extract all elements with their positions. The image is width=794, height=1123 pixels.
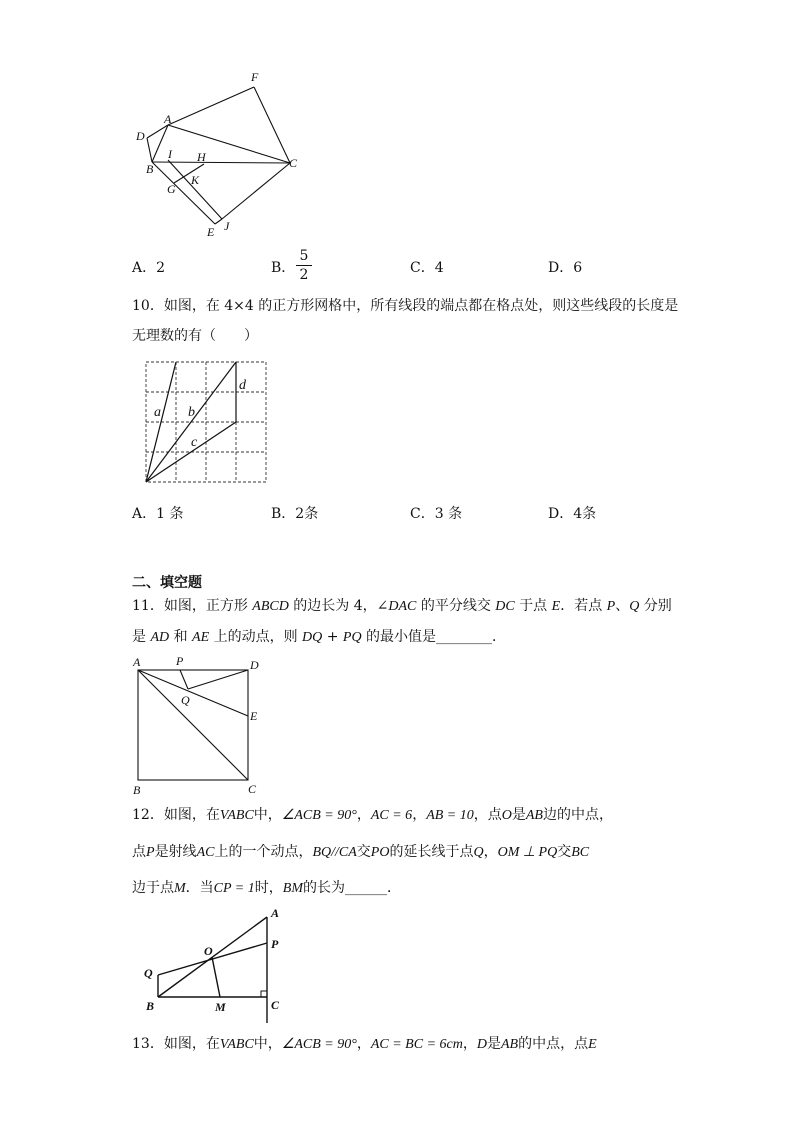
q10-line-1: 10．如图，在 4×4 的正方形网格中，所有线段的端点都在格点处，则这些线段的长度是 (132, 298, 679, 314)
q11-label-E: E (250, 709, 258, 723)
q12-line-2: 点P是射线AC上的一个动点，BQ//CA交PO的延长线于点Q，OM ⊥ PQ交BC (132, 844, 590, 860)
q9-segment-BE (152, 162, 215, 224)
q12-segment-OM (212, 957, 220, 997)
q9-label-C: C (289, 156, 298, 170)
q12-triangle-figure (140, 905, 290, 1030)
q9-segment-EJ (215, 219, 222, 224)
q9-label-B: B (146, 162, 154, 176)
q9-segment-IJ (168, 160, 222, 219)
q10-option-a: A．1 条 (132, 506, 184, 522)
q11-line-2: 是 AD 和 AE 上的动点，则 DQ + PQ 的最小值是________． (132, 629, 507, 645)
q9-segment-CJ (222, 163, 290, 219)
q12-label-M: M (215, 1000, 226, 1014)
q12-label-P: P (271, 937, 279, 951)
q10-label-c: c (191, 435, 198, 450)
q12-label-Q: Q (144, 966, 153, 980)
q10-option-b: B．2条 (271, 506, 319, 522)
q9-segment-DB (147, 138, 152, 162)
q11-bisector-AE (138, 670, 248, 716)
q11-segment-DQ (188, 670, 248, 689)
q11-label-C: C (248, 782, 257, 796)
q10-label-b: b (188, 405, 195, 420)
q12-label-A: A (271, 906, 280, 920)
q9-label-A: A (164, 112, 172, 126)
q9-label-H: H (197, 150, 206, 164)
q9-figure (130, 60, 330, 250)
q9-segment-AC (168, 125, 290, 163)
q9-label-J: J (224, 219, 230, 233)
q9-label-E: E (207, 225, 215, 239)
q11-label-B: B (133, 783, 141, 797)
q12-line-1: 12．如图，在VABC中，∠ACB = 90°，AC = 6，AB = 10，点O是AB边的中点， (132, 807, 613, 823)
q12-label-O: O (204, 944, 213, 958)
q9-segment-GK (174, 164, 204, 183)
q9-option-b-denominator: 2 (299, 267, 309, 283)
q9-label-I: I (168, 147, 172, 161)
q9-label-F: F (251, 70, 259, 84)
q10-label-a: a (154, 405, 161, 420)
q10-line-2: 无理数的有（ ） (132, 328, 258, 344)
q9-segment-FC (254, 87, 290, 163)
q9-label-K: K (191, 173, 200, 187)
q9-option-d: D．6 (548, 260, 583, 276)
q12-right-angle-mark (261, 991, 267, 997)
q12-label-B: B (146, 999, 155, 1013)
q11-line-1: 11．如图，正方形 ABCD 的边长为 4，∠DAC 的平分线交 DC 于点 E．若点 P、Q 分别 (132, 598, 672, 614)
q11-label-D: D (250, 658, 259, 672)
q9-option-b-fraction (296, 248, 312, 283)
q9-label-D: D (136, 129, 145, 143)
q9-option-c: C．4 (410, 260, 444, 276)
q11-label-Q: Q (181, 693, 190, 707)
q12-label-C: C (271, 998, 280, 1012)
q9-option-b-label: B． (271, 260, 296, 276)
q12-line-3: 边于点M．当CP = 1时，BM的长为______． (132, 880, 401, 896)
q13-line-1: 13．如图，在VABC中，∠ACB = 90°，AC = BC = 6cm，D是AB的中点，点E (132, 1036, 597, 1052)
section-title-fill-in: 二、填空题 (132, 575, 202, 591)
q10-option-c: C．3 条 (410, 506, 463, 522)
q10-label-d: d (239, 378, 246, 393)
q9-label-G: G (167, 182, 176, 196)
q11-segment-PQ (180, 670, 188, 689)
q11-label-P: P (176, 654, 184, 668)
q11-diagonal-AC (138, 670, 248, 780)
q9-option-a: A．2 (132, 260, 166, 276)
q10-option-d: D．4条 (548, 506, 597, 522)
q11-square-figure (130, 652, 270, 797)
q11-label-A: A (133, 655, 141, 669)
q9-option-b-numerator: 5 (299, 248, 309, 264)
q9-segment-AF (168, 87, 254, 125)
q10-grid-figure (140, 358, 275, 488)
q9-segment-BC (152, 162, 290, 163)
